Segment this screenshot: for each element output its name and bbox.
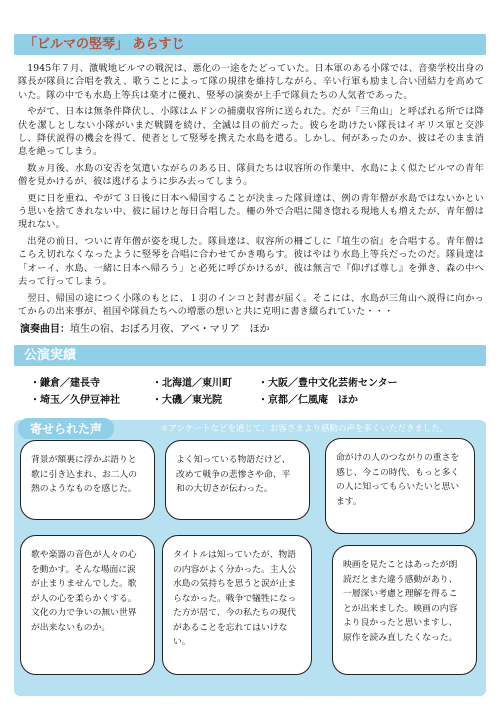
comment-text: 背景が額裏に浮かぶ語りと歌に引き込まれ、お二人の熱のようなものを感じた。 bbox=[31, 455, 138, 494]
venue-item: ・大阪／豊中文化芸術センター bbox=[258, 378, 398, 389]
venue-item: ・鎌倉／建長寺 bbox=[30, 378, 100, 389]
synopsis-body bbox=[18, 62, 484, 321]
synopsis-subtitle: あらすじ bbox=[132, 37, 185, 52]
venue-item: ・京都／仁風庵 ほか bbox=[258, 395, 358, 406]
venue-item: ・北海道／東川町 bbox=[152, 378, 232, 389]
venues-row bbox=[30, 391, 490, 408]
comment-bubble bbox=[165, 440, 310, 520]
songs-line bbox=[20, 320, 270, 335]
synopsis-paragraph: 翌日、帰国の途につく小隊のもとに、１羽のインコと封書が届く。そこには、水島が三角山へ説得に向かってからの出来事が、祖国や隊員たちへの増悪の想いと共に克明に書き綴られていた・・・ bbox=[18, 292, 484, 317]
comment-text: 映画を見たことはあったが朗読だとまた違う感動があり、一層深い考慮と理解を得ることが出来ました。映画の内容より良かったと思いますし、原作を読み直したくなった。 bbox=[343, 560, 458, 643]
synopsis-title: 「ビルマの竪琴」 bbox=[24, 37, 129, 52]
songs-value: 埴生の宿、おぼろ月夜、アベ・マリア ほか bbox=[70, 324, 270, 335]
comment-text: 命がけの人のつながりの重さを感じ、今この時代、もっと多くの人に知ってもらいたいと思います。 bbox=[336, 453, 460, 507]
synopsis-paragraph: 更に日を重ね、やがて３日後に日本へ帰国することが決まった隊員達は、例の青年僧が水島ではないかという思いを捨てきれない中、彼に届けと毎日合唱した。柵の外で合唱に聞き惚れる現地人も増えたが、青年僧は現れない。 bbox=[18, 192, 484, 231]
venues-title: 公演実績 bbox=[24, 348, 77, 363]
comment-bubble bbox=[20, 440, 155, 520]
synopsis-paragraph: 数ヵ月後、水島の安否を気遣いながらのある日、隊員たちは収容所の作業中、水島によく似たビルマの青年僧を見かけるが、彼は逃げるように歩み去ってしまう。 bbox=[18, 162, 484, 188]
voices-note: ＊アンケートなどを通じて、お客さまより感動の声を多くいただきました。 bbox=[160, 424, 449, 434]
venues-row bbox=[30, 374, 490, 391]
venues-header bbox=[14, 345, 486, 366]
voices-title: 寄せられた声 bbox=[18, 418, 114, 439]
comment-text: よく知っている物語だけど、改めて戦争の悲惨さや命、平和の大切さが伝わった。 bbox=[176, 455, 291, 494]
comment-bubble bbox=[162, 535, 312, 675]
songs-label: 演奏曲目： bbox=[20, 324, 70, 335]
comment-bubble bbox=[20, 535, 155, 675]
venue-item: ・埼玉／久伊豆神社 bbox=[30, 395, 120, 406]
comment-text: 歌や楽器の音色が人々の心を動かす。そんな場面に涙が止まりませんでした。歌が人の心を柔らかくする。文化の力で争いの無い世界が出来ないものか。 bbox=[31, 550, 137, 633]
venues-list bbox=[30, 374, 490, 408]
comment-bubble bbox=[332, 545, 477, 675]
synopsis-paragraph: やがて、日本は無条件降伏し、小隊はムドンの捕虜収容所に送られた。だが「三角山」と呼ばれる所では降伏を潔しとしない小隊がいまだ戦闘を続け、全滅は目の前だった。彼らを助けたい隊長はイギリス軍と交渉し、降伏説得の機会を得て、使者として竪琴を携えた水島を遣る。しかし、何があったのか、彼はそのまま消息を絶ってしまう。 bbox=[18, 106, 484, 158]
comment-text: タイトルは知っていたが、物語の内容がよく分かった。主人公水島の気持ちを思うと涙が止まらなかった。戦争で犠牲になった方が居て、今の私たちの現代があることを忘れてはいけない。 bbox=[173, 550, 297, 647]
comment-bubble bbox=[325, 438, 475, 534]
synopsis-paragraph: 1945年７月、激戦地ビルマの戦況は、悪化の一途をたどっていた。日本軍のある小隊では、音楽学校出身の隊長が隊員に合唱を教え、歌うことによって隊の規律を維持しながら、辛い行軍も励まし合い団結力を高めていた。隊の中でも水島上等兵は楽才に優れ、竪琴の演奏が上手で隊員たちの人気者であった。 bbox=[18, 63, 484, 101]
synopsis-header bbox=[14, 34, 486, 55]
venue-item: ・大磯／東光院 bbox=[152, 395, 222, 406]
synopsis-paragraph: 出発の前日、ついに青年僧が姿を現した。隊員達は、収容所の柵ごしに『埴生の宿』を合唱する。青年僧はこらえ切れなくなったように竪琴を合唱に合わせてかき鳴らす。彼はやはり水島上等兵だったのだ。隊員達は「オーイ、水島、一緒に日本へ帰ろう」と必死に呼びかけるが、彼は無言で『仰げば尊し』を弾き、森の中へ去って行ってしまう。 bbox=[18, 235, 484, 288]
